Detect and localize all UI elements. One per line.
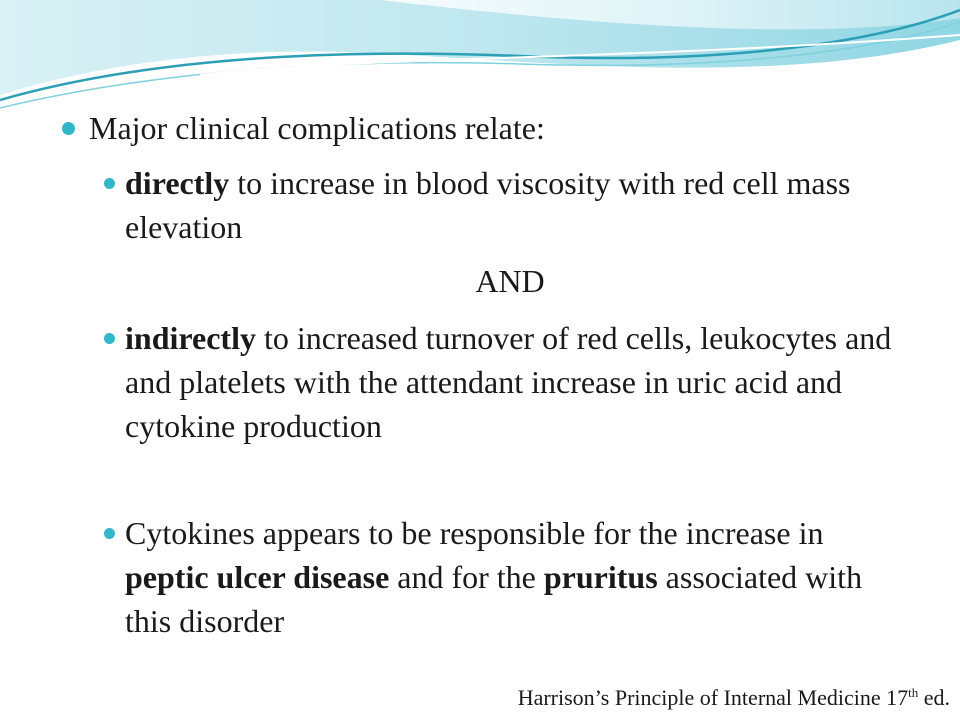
connector-and: AND xyxy=(475,263,545,299)
bullet-body: associated with this disorder xyxy=(125,559,863,639)
citation-text: Harrison’s Principle of Internal Medicine 17 xyxy=(517,685,909,710)
bold-term: peptic ulcer disease xyxy=(125,559,390,595)
bullet-dot-icon xyxy=(104,528,115,539)
citation xyxy=(518,684,950,712)
bullet-text: Major clinical complications relate: xyxy=(89,110,545,146)
bullet-major-complications xyxy=(62,106,545,150)
bullet-dot-icon xyxy=(62,122,75,135)
bullet-directly xyxy=(104,161,904,249)
bullet-indirectly xyxy=(104,316,904,448)
bullet-text xyxy=(125,511,904,643)
bullet-body: and for the xyxy=(389,559,544,595)
bullet-cytokines xyxy=(104,511,904,643)
bullet-body: to increase in blood viscosity with red cell mass elevation xyxy=(125,165,851,245)
bullet-text xyxy=(125,161,904,249)
bold-term: directly xyxy=(125,165,230,201)
bullet-body: Cytokines appears to be responsible for the increase in xyxy=(125,515,824,551)
citation-suffix: ed. xyxy=(918,685,950,710)
bold-term: pruritus xyxy=(543,559,658,595)
bullet-dot-icon xyxy=(104,333,115,344)
citation-superscript: th xyxy=(908,685,919,700)
bullet-dot-icon xyxy=(104,178,115,189)
bullet-body: to increased turnover of red cells, leukocytes and and platelets with the attendant increase in uric acid and cytokine production xyxy=(125,320,892,444)
bold-term: indirectly xyxy=(125,320,256,356)
bullet-text xyxy=(125,316,904,448)
